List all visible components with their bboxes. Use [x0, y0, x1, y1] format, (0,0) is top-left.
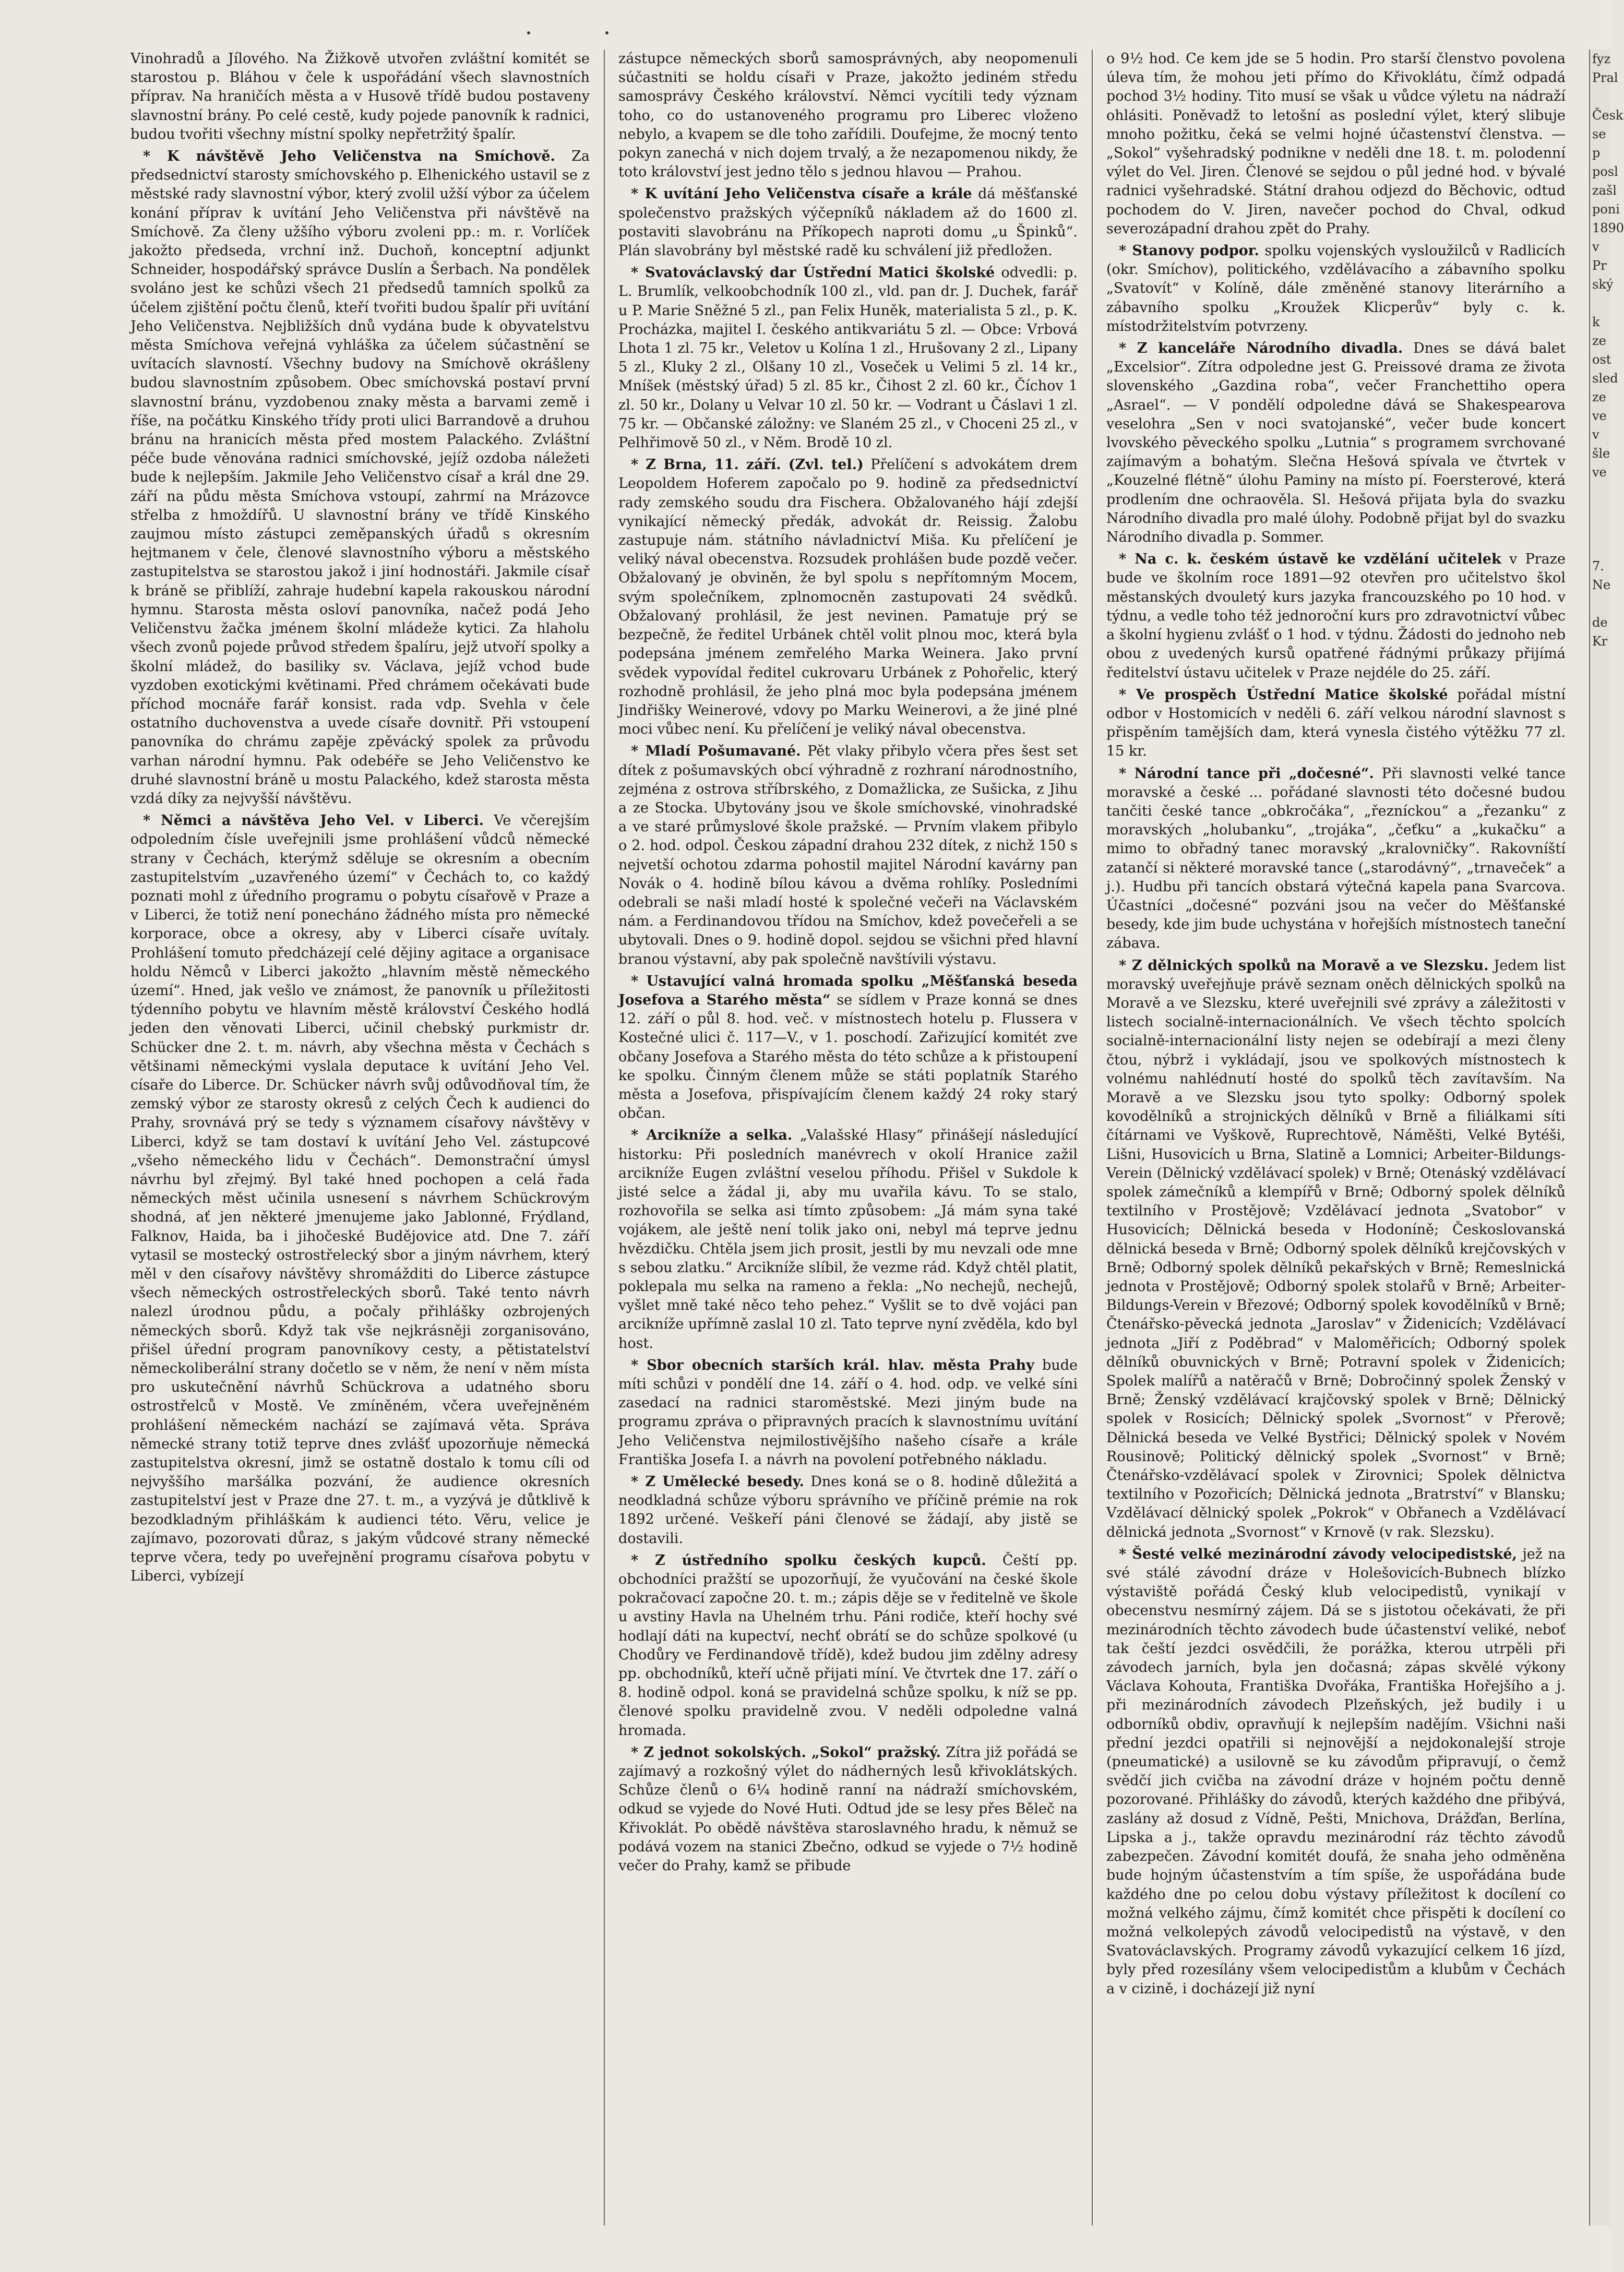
edge-fragment: ve: [1592, 465, 1607, 480]
edge-fragment: ost: [1592, 352, 1611, 367]
article-text: spolku vojenských vysloužilců v Radlicích (okr. Smíchov), politického, vzdělávacího a zábavního spolku „Svatovít“ v Kolíně, dále změněné stanovy literárního a zábavního spolku „Kroužek Klicperův“ byly c. k. místodržitelstvím potvrzeny.: [1106, 243, 1566, 334]
article-heading: * Němci a návštěva Jeho Vel. v Liberci.: [143, 812, 484, 829]
article-text: zástupce německých sborů samosprávných, aby neopomenuli súčastniti se holdu císaři v Praze, jakožto jediném středu samosprávy Českého království. Němci vycítili tedy význam toho, co do ustanoveného programu pro Liberec vloženo nebylo, a kvapem se dle toho zařídili. Doufejme, že mocný tento pokyn zanechá v nich dojem trvalý, a že nezapomenou nikdy, že toto království jest jedno tělo s jednou hlavou — Prahou.: [618, 51, 1078, 181]
edge-fragment: k ze: [1592, 315, 1606, 348]
edge-fragment: ve: [1592, 409, 1607, 423]
edge-fragment: [1590, 294, 1610, 313]
article-text: Jedem list moravský uveřejňuje právě seznam oněch dělnických spolků na Moravě a ve Slezsku, které uveřejnili své zprávy a záležitosti v listech socialně-internacionálních. Ve všech těchto spolcích socialně-internacionální listy nejen se odebírají a mezi členy čtou, nýbrž i vykládají, jsou ve spolkových místnostech k volnému nahlédnutí hosté do spolků těch zavítavším. Na Moravě a ve Slezsku jsou tyto spolky: Odborný spolek kovodělníků a strojnických dělníků v Brně a filiálkami síti čítárnami ve Vyškově, Ruprechtově, Náměšti, Velké Bytéši, Lišni, Husovicích u Brna, Slatině a Lomnici; Arbeiter-Bildungs-Verein (Dělnický vzdělávací spolek) v Brně; Otenáský vzdělávací spolek zámečníků a klempířů v Brně; Odborný spolek dělníků textilního v Prostějově; Vzdělávací jednota „Svatobor“ v Husovicích; Dělnická beseda v Hodoníně; Českoslovanská dělnická beseda v Brně; Odborný spolek dělníků krejčovských v Brně; Odborný spolek dělníků pekařských v Brně; Remeslnická jednota v Prostějově; Odborný spolek stolařů v Brně; Arbeiter-Bildungs-Verein v Březové; Odborný spolek kovodělníků v Brně; Čtenářsko-pěvecká jednota „Jaroslav“ v Židenicích; Vzdělávací jednota „Jiří z Poděbrad“ v Maloměřicích; Odborný spolek dělníků obuvnických v Brně; Potravní spolek v Židenicích; Spolek malířů a natěračů v Brně; Dobročinný spolek Ženský v Brně; Ženský vzdělávací krajčovský spolek v Brně; Dělnický spolek v Rosicích; Dělnický spolek „Svornost“ v Přerově; Dělnická beseda ve Velké Bystřici; Dělnický spolek v Novém Rousinově; Politický dělnický spolek „Svornost“ v Brně; Čtenářsko-vzdělávací spolek v Zirovnici; Spolek dělnictva textilního v Pozořicích; Dělnická jednota „Bratrství“ v Blansku; Vzdělávací dělnický spolek „Pokrok“ v Obřanech a Vzdělávací dělnická jednota „Svornost“ v Krnově (v rak. Slezsku).: [1106, 957, 1566, 1540]
article-paragraph: [618, 1551, 1078, 1740]
article-paragraph: [1106, 50, 1566, 238]
article-paragraph: [618, 1356, 1078, 1469]
edge-fragment: v Pr: [1592, 240, 1607, 273]
article-heading: * Z Brna, 11. září. (Zvl. tel.): [631, 457, 864, 473]
edge-fragment: ze: [1592, 390, 1606, 404]
article-heading: * Ve prospěch Ústřední Matice školské: [1119, 686, 1448, 703]
article-text: jež na své stálé závodní dráze v Holešovicích-Bubnech blízko výstaviště pořádá Český klub velocipedistů, vynikají v obecenstvu nesmírný zájem. Dá se s jistotou očekávati, že při mezinárodních těchto závodech bude účastenství veliké, neboť tak čeští jezdci osvědčili, že porážka, kterou utrpěli při závodech jarních, byla jen dočasná; zápas skvělé výkony Václava Kohouta, Františka Dvořáka, Františka Hořejšího a j. při mezinárodních závodech Plzeňských, jež budily i u odborníků obdiv, opravňují k nejlepším nadějím. Všichni naši přední jezdci opatřili si nejnovější a nejdokonalejší stroje (pneumatické) a usilovně se ku závodům připravují, o čemž svědčí jich cvičba na závodní dráze v hojném počtu denně pozorované. Přihlášky do závodů, kterých každého dne přibývá, zaslány až dosud z Vídně, Pešti, Mnichova, Drážďan, Berlína, Lipska a j., takže opravdu mezinárodní ráz těchto závodů zabezpečen. Závodní komitét doufá, že snaha jeho odměněna bude hojným účastenstvím a tím spíše, že uspořádána bude každého dne po celou dobu výstavy příležitost k docílení co možná velkého zájmu, čímž komitét chce přispěti k docílení co možná velkolepých závodů velocipedistů na výstavě, v den Svatováclavských. Programy závodů vykazující celkem 16 jízd, byly před rozesílány všem velocipedistům a klubům v Čechách a v cizině, i docházejí již nyní: [1106, 1546, 1566, 1997]
article-text: Vinohradů a Jílového. Na Žižkově utvořen zvláštní komitét se starostou p. Bláhou v čele k uspořádání všech slavnostních příprav. Na hraničích města a v Husově třídě budou postaveny slavnostní brány. Po celé cestě, kudy pojede panovník k radnici, budou tvořiti všechny místní spolky nepřetržitý špalír.: [130, 51, 590, 142]
edge-fragment: ský: [1592, 277, 1614, 292]
print-dot: [527, 31, 530, 34]
article-text: „Valašské Hlasy“ přinášejí následující historku: Při posledních manévrech v okolí Hranice zažil arcikníže Eugen zvláštní veselou příhodu. Přišel v Sukdole k jisté selce a žádal ji, aby mu uvařila kávu. To se stalo, rozhovořila se selka asi tímto způsobem: „Já mám syna také vojákem, ale ještě není tolik jako oni, nebyl má teprve jednu hvězdičku. Chtěla jsem jich prosit, jestli by mu nevzali ode mne s sebou zlatku.“ Arcikníže slíbil, že vezme rád. Když chtěl platit, poklepala mu selka na rameno a řekla: „No nechejů, nechejů, vyšlet mně také něco teho pehez.“ Vyšlit se to dvě vojáci pan arcikníže upřímně zaslal 10 zl. Tato teprve nyní zvěděla, kdo byl host.: [618, 1127, 1078, 1352]
article-heading: * Stanovy podpor.: [1119, 243, 1259, 259]
edge-fragment: šle: [1592, 446, 1610, 461]
article-paragraph: [1106, 956, 1566, 1542]
edge-fragment: poni: [1592, 202, 1620, 217]
article-text: v Praze bude ve školním roce 1891—92 otevřen pro učitelstvo škol městanských dvouletý kurs jazyka francouzského po 10 hod. v týdnu, a vedle toho též jednoroční kurs pro zdravotnictví vůbec a školní hygienu zvlášť o 1 hod. v týdnu. Žádosti do jednoho neb obou z uvedených kursů opatřené řádnými průkazy přijímá ředitelství ústavu učitelek v Praze nejdéle do 25. září.: [1106, 551, 1566, 681]
article-paragraph: [1106, 1545, 1566, 1999]
edge-fragment: sled: [1592, 371, 1618, 386]
article-text: o 9½ hod. Ce kem jde se 5 hodin. Pro starší členstvo povolena úleva tím, že mohou jeti přímo do Křivoklátu, čímž odpadá pochod 3½ hodiny. Tito musí se však u vůdce výletu na nádraží ohlásiti. Poněvadž to letošní as poslední výlet, který slibuje mnoho požitku, čeká se velmi hojné účastenství členstva. — „Sokol“ vyšehradský podnikne v neděli dne 18. t. m. polodenní výlet do Vel. Jiren. Členové se sejdou o půl jedné hod. v bývalé radnici vyšehradské. Státní drahou odjezd do Běchovic, odtud pochodem do V. Jiren, navečer pochod do Chval, odkud severozápadní drahou zpět do Prahy.: [1106, 51, 1566, 237]
article-columns: [130, 50, 1566, 2226]
article-paragraph: [130, 811, 590, 1586]
edge-fragment: Kr: [1592, 634, 1608, 649]
article-heading: * Z ústředního spolku českých kupců.: [631, 1552, 986, 1569]
article-paragraph: [1106, 339, 1566, 547]
edge-fragment: 7.: [1592, 559, 1604, 573]
article-heading: * Ustavující valná hromada spolku „Měšťanská beseda Josefova a Starého města“: [618, 973, 1078, 1008]
article-text: Čeští pp. obchodníci pražští se upozorňují, že vyučování na české škole pokračovací započne 20. t. m.; zápis děje se v ředitelně ve škole u avstiny Havla na Uhelném trhu. Páni rodiče, kteří hochy své hodlají dáti na kupectví, nechť obrátí se do schůze spolkové (u Chodůry ve Ferdinandově třídě), kdež budou jim zdělny adresy pp. obchodníků, kteří učně přijati míní. Ve čtvrtek dne 17. září o 8. hodině odpol. koná se pravidelná schůze spolku, k níž se pp. členové spolku pravidelně zvou. V neděli odpoledne valná hromada.: [618, 1552, 1078, 1739]
article-heading: * Sbor obecních starších král. hlav. města Prahy: [631, 1357, 1034, 1373]
article-paragraph: [618, 1126, 1078, 1353]
article-heading: * Mladí Pošumavané.: [631, 743, 801, 760]
article-text: se sídlem v Praze konná se dnes 12. září o půl 8. hod. več. v místnostech hotelu p. Flussera v Kostečné ulici č. 117—V., v 1. poschodí. Zařizující komitét zve občany Josefova a Starého města do této schůze a k přistoupení ke spolku. Činným členem může se státi poplatník Starého města a Josefova, přispívajícím členem každý 24 roky starý občan.: [618, 991, 1078, 1122]
article-paragraph: [618, 456, 1078, 739]
edge-fragment: Pral: [1592, 70, 1618, 85]
edge-fragment: v: [1592, 427, 1599, 442]
print-dot: [605, 31, 608, 34]
edge-fragment: Česk: [1592, 108, 1623, 123]
article-paragraph: [130, 50, 590, 144]
article-text: Ve včerejším odpoledním čísle uveřejnili jsme prohlášení vůdců německé strany v Čechách, kterýmž sděluje se okresním a obecním zastupitelstvím „uzavřeného území“ v Čechách to, co každý poznati mohl z úředního programu o pobytu císařově v Praze a v Liberci, že totiž není ponecháno žádného místa pro německé korporace, obce a okresy, aby v Liberci císaře uvítaly. Prohlášení tomuto předcházejí celé dějiny agitace a organisace holdu Němců v Liberci jakožto „hlavním městě německého území“. Hned, jak vešlo ve známost, že panovník u příležitosti týdenního pobytu ve hlavním městě království Českého hodlá jeden den věnovati Liberci, učinil chebský purkmistr dr. Schücker dne 2. t. m. návrh, aby všechna města v Čechách s většinami německými vyslala deputace k uvítání Jeho Vel. císaře do Liberce. Dr. Schücker návrh svůj odůvodňoval tím, že zemský výbor ze starosty okresů z celých Čech k audienci do Prahy, srovnává prý se tedy s významem císařovy návštěvy v Liberci, když se tam dostaví k uvítání Jeho Vel. zástupcové „všeho německého lidu v Čechách“. Demonstrační úmysl návrhu byl zřejmý. Byl také hned pochopen a celá řada německých měst učinila usnesení s návrhem Schückrovým shodná, ať jen některé jmenujeme jako Jablonné, Frýdland, Falknov, Haida, ba i jihočeské Budějovice atd. Dne 7. září vytasil se mostecký ostrostřelecký sbor a jiným návrhem, který měl v den císařovy návštěvy shromážditi do Liberce zástupce všech německých ostrostřeleckých sborů. Také tento návrh nalezl úrodnou půdu, a počaly přihlášky ozbrojených německých sborů. Když tak vše nejkrásněji zorganisováno, přišel úřední program panovníkovy cesty, a pětistatelství německoliberální strany dočetlo se v něm, že není v něm místa pro uskutečnění návrhů Schückrova a udatného sboru ostrostřelců v Mostě. Ve zmíněném, včera uveřejněném prohlášení německém nachází se zajímavá věta. Správa německé strany totiž teprve dnes zvlášť upozorňuje německá zastupitelstva okresní, jimž se ostatně dostalo k tomu cíli od nejvyššího maršálka pozvání, že audience okresních zastupitelství jest v Praze dne 27. t. m., a vyzývá je důtklivě k bezodkladným přihláškám k audienci této. Věru, velice je zajímavo, pozorovati důraz, s jakým vůdcové strany německé teprve včera, tedy po uveřejnění programu císařova pobytu v Liberci, vybízejí: [130, 812, 590, 1585]
edge-fragment: [1590, 500, 1610, 519]
article-text: Přelíčení s advokátem drem Leopoldem Hoferem započalo po 9. hodině za předsednictví rady zemského soudu dra Fischera. Obžalovaného hájí zdejší vynikající německý předák, advokát dr. Reissig. Žalobu zastupuje nám. státního návladnictví Miša. Ku přelíčení je veliký nával obecenstva. Rozsudek prohlášen bude pozdě večer. Obžalovaný je obviněn, že byl spolu s nepřítomným Mocem, svým společníkem, zplnomocněn zastupovati 24 svědků. Obžalovaný prohlásil, že jest nevinen. Pamatuje prý se bezpečně, že ředitel Urbánek chtěl volit plnou moc, která byla podepsána jménem zemřelého Marka Weinera. Jako první svědek vypovídal ředitel cukrovaru Urbánek z Pohořelic, který rozhodně prohlásil, že jeho plná moc byla podepsána jménem Jindřišky Weinerové, vdovy po Marku Weinerovi, a že jiné plné moci vůbec není. Ku přelíčení je veliký nával obecenstva.: [618, 457, 1078, 738]
article-text: Zítra již pořádá se zajímavý a rozkošný výlet do nádherných lesů křivoklátských. Schůze členů o 6¼ hodině ranní na nádraží smíchovském, odkud se vyjede do Nové Huti. Odtud jde se lesy přes Běleč na Křivoklát. Po obědě návštěva staroslavného hradu, k němuž se podává vozem na stanici Zbečno, odkud se vyjede o 7½ hodině večer do Prahy, kamž se přibude: [618, 1744, 1078, 1874]
article-paragraph: [618, 1473, 1078, 1548]
article-paragraph: [618, 972, 1078, 1123]
edge-fragment: Ne: [1592, 578, 1611, 592]
article-heading: * Z Umělecké besedy.: [631, 1474, 804, 1490]
edge-fragment: fyz: [1592, 52, 1611, 66]
article-heading: * Z dělnických spolků na Moravě a ve Slezsku.: [1119, 957, 1489, 974]
edge-fragment: 1890: [1592, 221, 1624, 235]
edge-fragment: [1590, 482, 1610, 500]
article-paragraph: [1106, 764, 1566, 953]
article-heading: * Na c. k. českém ústavě ke vzdělání učitelek: [1119, 551, 1501, 568]
column-1: [130, 50, 590, 2226]
article-text: dá měšťanské společenstvo pražských výčepníků nákladem až do 1600 zl. postaviti slavobránu na Příkopech naproti domu „u Špinků“. Plán slavobrány byl městské radě ku schválení již předložen.: [618, 186, 1078, 259]
article-paragraph: [1106, 686, 1566, 761]
article-paragraph: [618, 264, 1078, 452]
article-text: Pět vlaky přibylo včera přes šest set dítek z pošumavských obcí výhradně z rozhraní národnostního, zejména z ostrova stříbrského, z Domažlicka, ze Sušicka, z Jihu a ze Stocka. Ubytovány jsou ve škole smíchovské, vinohradské a ve staré průmyslové škole pražské. — Prvním vlakem přibylo o 2. hod. odpol. Českou západní drahou 232 dítek, z nichž 150 s nejvetší ochotou zdarma pohostil majitel Národní kavárny pan Novák o 4. hodině bílou kávou a dvěma rohlíky. Posledními odebrali se naši mladí hosté k společné večeři na Václavském nám. a Ferdinandovou třídou na Smíchov, kdež povečeřeli a se ubytovali. Dnes o 9. hodině dopol. sejdou se všichni před hlavní branou výstavní, aby pak společně navštívili výstavu.: [618, 743, 1078, 967]
column-3: [1106, 50, 1566, 2226]
article-heading: * Z jednot sokolských. „Sokol“ pražský.: [631, 1744, 941, 1761]
article-heading: * K uvítání Jeho Veličenstva císaře a krále: [631, 186, 972, 202]
article-heading: * Národní tance při „dočesné“.: [1119, 765, 1374, 782]
edge-fragment: [1590, 538, 1610, 557]
article-text: Dnes se dává balet „Excelsior“. Zítra odpoledne jest G. Preissové drama ze života slovenského „Gazdina roba“, večer Franchettiho opera „Asrael“. — V pondělí odpoledne dává se Shakespearova veselohra „Sen v noci svatojanské“, večer bude koncert lvovského pěveckého spolku „Lutnia“ s programem svrchované zajímavým a bohatým. Slečna Hešová spívala ve čtvrtek v „Kouzelné flétně“ úlohu Paminy na místo pí. Foersterové, která prodlením dne ochraověla. Sl. Hešová přijata byla do svazku Národního divadla pro malé úlohy. Podobně přijat byl do svazku Národního divadla p. Sommer.: [1106, 340, 1566, 546]
article-heading: * Svatováclavský dar Ústřední Matici školské: [631, 265, 995, 281]
article-text: Dnes koná se o 8. hodině důležitá a neodkladná schůze výboru správního ve příčině prémie na rok 1892 určené. Veškeří páni členové se žádají, aby jistě se dostavili.: [618, 1474, 1078, 1547]
edge-fragment: posl: [1592, 164, 1618, 179]
article-heading: * Arcikníže a selka.: [631, 1127, 793, 1144]
column-2: [618, 50, 1078, 2226]
article-text: bude míti schůzi v pondělí dne 14. září o 4. hod. odp. ve velké síni zasedací na radnici staroměstské. Mezi jiným bude na programu zpráva o připravných pracích k slavnostnímu uvítání Jeho Veličenstva nejmilostivějšího našeho císaře a krále Františka Josefa I. a návrh na povolení potřebného nákladu.: [618, 1357, 1078, 1468]
edge-fragment: [1590, 594, 1610, 613]
article-text: odvedli: p. L. Brumlík, velkoobchodník 100 zl., vld. pan dr. J. Duchek, farář u P. Marie Sněžné 5 zl., pan Felix Huněk, materialista 5 zl., p. K. Procházka, majitel I. českého antikvariátu 5 zl. — Obce: Vrbová Lhota 1 zl. 75 kr., Veletov u Kolína 1 zl., Hrušovany 2 zl., Lipany 5 zl., Kluky 2 zl., Olšany 10 zl., Voseček u Velimi 5 zl. 14 kr., Mníšek (městský úřad) 5 zl. 85 kr., Čihost 2 zl. 60 kr., Číchov 1 zl. 50 kr., Dolany u Velvar 10 zl. 50 kr. — Vodrant u Čáslavi 1 zl. 75 kr. — Občanské záložny: ve Slaném 25 zl., v Choceni 25 zl., v Pelhřimově 50 zl., v Něm. Brodě 10 zl.: [618, 265, 1078, 451]
edge-fragment: zašl: [1592, 183, 1617, 198]
edge-fragment: de: [1592, 615, 1608, 630]
article-paragraph: [130, 147, 590, 808]
article-paragraph: [618, 50, 1078, 182]
article-heading: * Z kanceláře Národního divadla.: [1119, 340, 1403, 357]
article-paragraph: [1106, 242, 1566, 336]
article-paragraph: [1106, 550, 1566, 682]
article-paragraph: [618, 742, 1078, 968]
article-text: Při slavnosti velké tance moravské a české ... pořádané slavnosti této dočesné budou tančiti české tance „obkročáka“, „řezníckou“ a „řezanku“ z moravských „holubanku“, „trojáka“, „čeťku“ a „kukačku“ a mimo to obřadný tanec moravský „kralovničky“. Rakovníští zatančí si některé moravské tance („starodávný“, „trnaveček“ a j.). Hudbu při tancích obstará výtečná kapela pana Svarcova. Účastníci „dočesné“ pozváni jsou na večer do Měšťanské besedy, kde jim bude uchystána v hořejších místnostech taneční zábava.: [1106, 765, 1566, 952]
article-heading: * K návštěvě Jeho Veličenstva na Smíchově.: [143, 148, 555, 165]
article-paragraph: [618, 1743, 1078, 1875]
article-paragraph: [618, 185, 1078, 260]
adjacent-page-edge: [1589, 50, 1624, 2226]
article-heading: * Šesté velké mezinárodní závody velocipedistské,: [1119, 1546, 1517, 1562]
edge-fragment: [1590, 87, 1610, 106]
edge-fragment: [1590, 519, 1610, 538]
article-text: pořádal místní odbor v Hostomicích v neděli 6. září velkou národní slavnost s přispěním tamějších dam, která vynesla čistého výtěžku 77 zl. 15 kr.: [1106, 686, 1566, 760]
edge-fragment: se p: [1592, 127, 1606, 160]
article-text: Za předsednictví starosty smíchovského p. Elhenického ustavil se z městské rady slavnostní výbor, který zvolil užší výbor za účelem konání příprav k uvítání Jeho Veličenstva při návštěvě na Smíchově. Za členy užšího výboru zvoleni pp.: m. r. Vorlíček jakožto předseda, vrchní inž. Duchoň, konceptní adjunkt Schneider, hospodářský správce Duslín a Šerbach. Na pondělek svoláno jest ke schůzi všech 21 předsedů tamních spolků za účelem zjištění počtu členů, kteří tvořiti budou špalír při uvítání Jeho Veličenstva. Nejbližších dnů vydána bude k obyvatelstvu města Smíchova veřejná vyhláška za účelem súčastnění se uvítacích slavností. Všechny budovy na Smíchově okrášleny budou slavnostním způsobem. Obec smíchovská postaví první slavnostní bránu, vyzdobenou znaky města a barvami země i říše, na počátku Kinského třídy proti ulici Barrandově a druhou bránu na hranicích města před mostem Palackého. Zvláštní péče bude věnována radnici smíchovské, jejíž ozdoba náležeti bude k nejlepším. Jakmile Jeho Veličenstvo císař a král dne 29. září na půdu města Smíchova vstoupí, zahrmí na Mrázovce střelba z hmoždířů. U slavnostní brány ve třídě Kinského zaujmou místo zástupci zeměpanských úřadů s okresním hejtmanem v čele, členové slavnostního výboru a městského zastupitelstva se starostou jakož i jiní hodnostáři. Jakmile císař k bráně se přiblíží, zahraje hudební kapela rakouskou národní hymnu. Starosta města osloví panovníka, načež podá Jeho Veličenstvu žačka jménem školní mládeže kytici. Za hlaholu všech zvonů pojede průvod středem špalíru, jejž utvoří spolky a školní mládež, do basiliky sv. Václava, jejíž vchod bude vyzdoben exotickými květinami. Před chrámem očekávati bude příchod mocnáře farář konsist. rada vdp. Svehla v čele ostatního duchovenstva a uvede císaře dovnitř. Při vstoupení panovníka do chrámu zapěje zpěvácký spolek za průvodu varhan národní hymnu. Pak odebéře se Jeho Veličenstvo ke druhé slavnostní bráně u mostu Palackého, kdež starosta města vzdá díky za nejvyšší návštěvu.: [130, 148, 590, 807]
